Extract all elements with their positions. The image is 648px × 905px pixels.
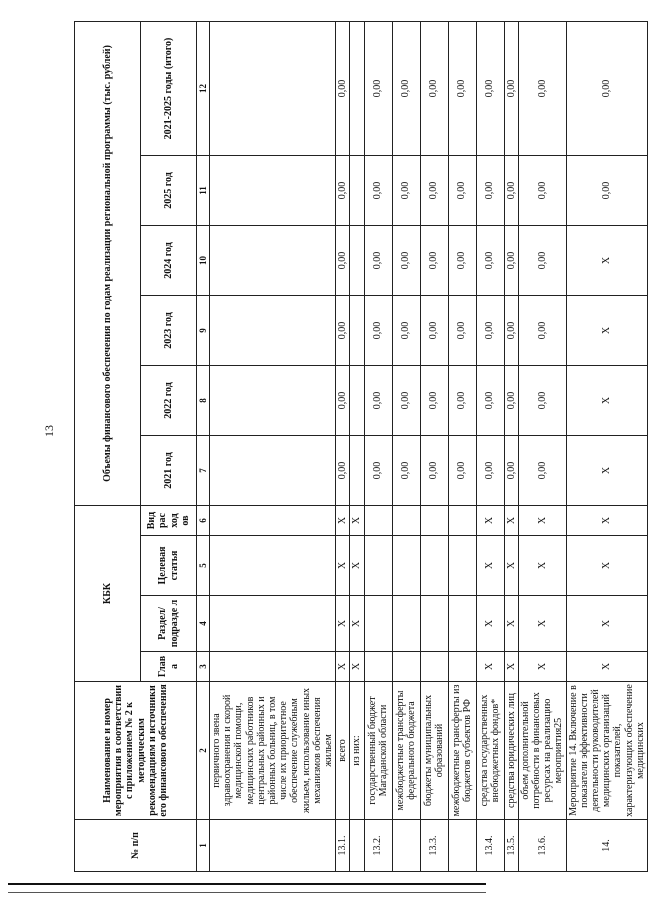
value-total: 0,00 (420, 21, 448, 155)
row-razdel: Х (518, 596, 566, 652)
table-row (504, 21, 518, 871)
row-number: 13.4. (476, 820, 504, 872)
value-2022: 0,00 (392, 366, 420, 436)
column-number: 9 (197, 296, 210, 366)
header-razdel: Раздел/ подразде л (141, 596, 197, 652)
value-2025: 0,00 (566, 156, 647, 226)
value-2023: 0,00 (518, 296, 566, 366)
row-name: всего (336, 682, 350, 820)
row-name: Мероприятие 14. Включение в показатели эффективности деятельности руководителей медицинских организаций показателей, характеризующих обеспечение медицинских (566, 682, 647, 820)
row-number: 13.2. (364, 820, 392, 872)
value-2021: 0,00 (518, 436, 566, 506)
value-2025: 0,00 (420, 156, 448, 226)
row-glava: Х (504, 652, 518, 682)
row-razdel: Х (336, 596, 350, 652)
row-number: 13.1. (336, 820, 350, 872)
value-2023: 0,00 (504, 296, 518, 366)
table-row (420, 21, 448, 871)
column-number-row (197, 21, 210, 871)
header-vid: Вид рас ход ов (141, 506, 197, 536)
value-2022 (350, 366, 364, 436)
value-2024: 0,00 (504, 226, 518, 296)
value-total (350, 21, 364, 155)
row-razdel (392, 596, 420, 652)
value-2024: 0,00 (336, 226, 350, 296)
value-2024: 0,00 (392, 226, 420, 296)
value-2024 (350, 226, 364, 296)
value-total: 0,00 (566, 21, 647, 155)
row-target-article (364, 536, 392, 596)
value-2025: 0,00 (476, 156, 504, 226)
value-total: 0,00 (336, 21, 350, 155)
row-glava: Х (566, 652, 647, 682)
table-row (364, 21, 392, 871)
row-target-article (392, 536, 420, 596)
value-2021: Х (566, 436, 647, 506)
row-target-article: Х (336, 536, 350, 596)
row-glava: Х (336, 652, 350, 682)
value-2025: 0,00 (336, 156, 350, 226)
row-number: 13.3. (420, 820, 448, 872)
value-2024: 0,00 (420, 226, 448, 296)
header-name: Наименование и номер мероприятия в соответствии с приложением № 2 к методическим рекомендациям и источники его финансового обеспечения (75, 682, 197, 820)
value-2024: Х (566, 226, 647, 296)
value-2022: 0,00 (420, 366, 448, 436)
value-2025 (210, 156, 336, 226)
table-row (566, 21, 647, 871)
row-glava (364, 652, 392, 682)
value-2025: 0,00 (364, 156, 392, 226)
value-2023 (210, 296, 336, 366)
value-2022: 0,00 (518, 366, 566, 436)
value-2021: 0,00 (420, 436, 448, 506)
row-expense-type (448, 506, 476, 536)
row-glava (392, 652, 420, 682)
row-glava: Х (518, 652, 566, 682)
value-total: 0,00 (518, 21, 566, 155)
row-glava: Х (476, 652, 504, 682)
value-2021 (350, 436, 364, 506)
value-2023: 0,00 (364, 296, 392, 366)
header-2024: 2024 год (141, 226, 197, 296)
row-target-article (420, 536, 448, 596)
column-number: 11 (197, 156, 210, 226)
value-2024: 0,00 (364, 226, 392, 296)
header-kbk: КБК (75, 506, 141, 682)
row-expense-type (364, 506, 392, 536)
value-2021: 0,00 (336, 436, 350, 506)
row-razdel (420, 596, 448, 652)
header-2023: 2023 год (141, 296, 197, 366)
value-total: 0,00 (364, 21, 392, 155)
row-number: 13.5. (504, 820, 518, 872)
value-2025: 0,00 (392, 156, 420, 226)
row-name: средства юридических лиц (504, 682, 518, 820)
header-total: 2021-2025 годы (итого) (141, 21, 197, 155)
row-number: 13.6. (518, 820, 566, 872)
column-number: 4 (197, 596, 210, 652)
header-2025: 2025 год (141, 156, 197, 226)
value-2021: 0,00 (504, 436, 518, 506)
table-row (210, 21, 336, 871)
header-volumes: Объемы финансового обеспечения по годам реализации региональной программы (тыс. рублей) (75, 21, 141, 505)
value-total: 0,00 (476, 21, 504, 155)
row-target-article: Х (518, 536, 566, 596)
column-number: 3 (197, 652, 210, 682)
column-number: 2 (197, 682, 210, 820)
value-2023 (350, 296, 364, 366)
row-number (350, 820, 364, 872)
value-2022: 0,00 (336, 366, 350, 436)
header-2021: 2021 год (141, 436, 197, 506)
table-row (448, 21, 476, 871)
page-bottom-rule-thin (8, 892, 486, 893)
row-glava (210, 652, 336, 682)
row-razdel: Х (350, 596, 364, 652)
row-name: межбюджетные трансферты федерального бюджета (392, 682, 420, 820)
table-row (336, 21, 350, 871)
value-2022: 0,00 (476, 366, 504, 436)
header-glava: Глав а (141, 652, 197, 682)
row-razdel: Х (566, 596, 647, 652)
column-number: 12 (197, 21, 210, 155)
column-number: 8 (197, 366, 210, 436)
value-2024: 0,00 (518, 226, 566, 296)
row-target-article (210, 536, 336, 596)
value-2024: 0,00 (476, 226, 504, 296)
value-2023: 0,00 (448, 296, 476, 366)
value-2025 (350, 156, 364, 226)
row-razdel (448, 596, 476, 652)
header-2022: 2022 год (141, 366, 197, 436)
column-number: 1 (197, 820, 210, 872)
row-expense-type: Х (504, 506, 518, 536)
value-2021: 0,00 (476, 436, 504, 506)
column-number: 5 (197, 536, 210, 596)
value-total (210, 21, 336, 155)
table-row (518, 21, 566, 871)
column-number: 7 (197, 436, 210, 506)
row-razdel: Х (476, 596, 504, 652)
financing-table (74, 21, 648, 872)
page-number: 13 (42, 425, 56, 437)
row-name: государственный бюджет Магаданской области (364, 682, 392, 820)
table-body (197, 21, 648, 871)
header-target: Целевая статья (141, 536, 197, 596)
row-number (392, 820, 420, 872)
value-total: 0,00 (448, 21, 476, 155)
row-expense-type: Х (350, 506, 364, 536)
row-razdel: Х (504, 596, 518, 652)
value-2023: 0,00 (392, 296, 420, 366)
value-2021: 0,00 (392, 436, 420, 506)
row-target-article: Х (476, 536, 504, 596)
page-bottom-rule (8, 883, 486, 885)
table-row (350, 21, 364, 871)
value-2023: 0,00 (420, 296, 448, 366)
value-2022: 0,00 (364, 366, 392, 436)
row-expense-type: Х (518, 506, 566, 536)
value-2025: 0,00 (448, 156, 476, 226)
row-razdel (364, 596, 392, 652)
value-2021: 0,00 (448, 436, 476, 506)
value-2023: 0,00 (476, 296, 504, 366)
value-2022 (210, 366, 336, 436)
row-target-article: Х (504, 536, 518, 596)
value-2021 (210, 436, 336, 506)
value-total: 0,00 (392, 21, 420, 155)
row-name: межбюджетные трансферты из бюджетов субъектов РФ (448, 682, 476, 820)
row-name: средства государственных внебюджетных фондов* (476, 682, 504, 820)
row-target-article: Х (566, 536, 647, 596)
row-expense-type: Х (336, 506, 350, 536)
row-razdel (210, 596, 336, 652)
value-2024: 0,00 (448, 226, 476, 296)
row-expense-type (420, 506, 448, 536)
value-2021: 0,00 (364, 436, 392, 506)
row-number (448, 820, 476, 872)
row-number (210, 820, 336, 872)
value-2022: Х (566, 366, 647, 436)
value-2022: 0,00 (504, 366, 518, 436)
row-expense-type: Х (476, 506, 504, 536)
table-row (476, 21, 504, 871)
row-expense-type (392, 506, 420, 536)
row-glava: Х (350, 652, 364, 682)
rotated-table-container (74, 22, 646, 872)
row-glava (448, 652, 476, 682)
row-expense-type: Х (566, 506, 647, 536)
row-target-article (448, 536, 476, 596)
value-2022: 0,00 (448, 366, 476, 436)
row-glava (420, 652, 448, 682)
value-2024 (210, 226, 336, 296)
row-name: бюджеты муниципальных образований (420, 682, 448, 820)
row-name: первичного звена здравоохранения и скорой медицинской помощи, медицинских работников центральных районных и районных больниц, в том числе их приоритетное обеспечение служебным жильем, использование иных механизмов обеспечения жильем (210, 682, 336, 820)
value-2023: 0,00 (336, 296, 350, 366)
value-2023: Х (566, 296, 647, 366)
row-name: из них: (350, 682, 364, 820)
row-name: объем дополнительной потребности в финансовых ресурсах на реализацию мероприятия25 (518, 682, 566, 820)
table-row (392, 21, 420, 871)
column-number: 10 (197, 226, 210, 296)
column-number: 6 (197, 506, 210, 536)
row-expense-type (210, 506, 336, 536)
row-target-article: Х (350, 536, 364, 596)
row-number: 14. (566, 820, 647, 872)
header-num: № п/п (75, 820, 197, 872)
value-2025: 0,00 (504, 156, 518, 226)
value-total: 0,00 (504, 21, 518, 155)
value-2025: 0,00 (518, 156, 566, 226)
